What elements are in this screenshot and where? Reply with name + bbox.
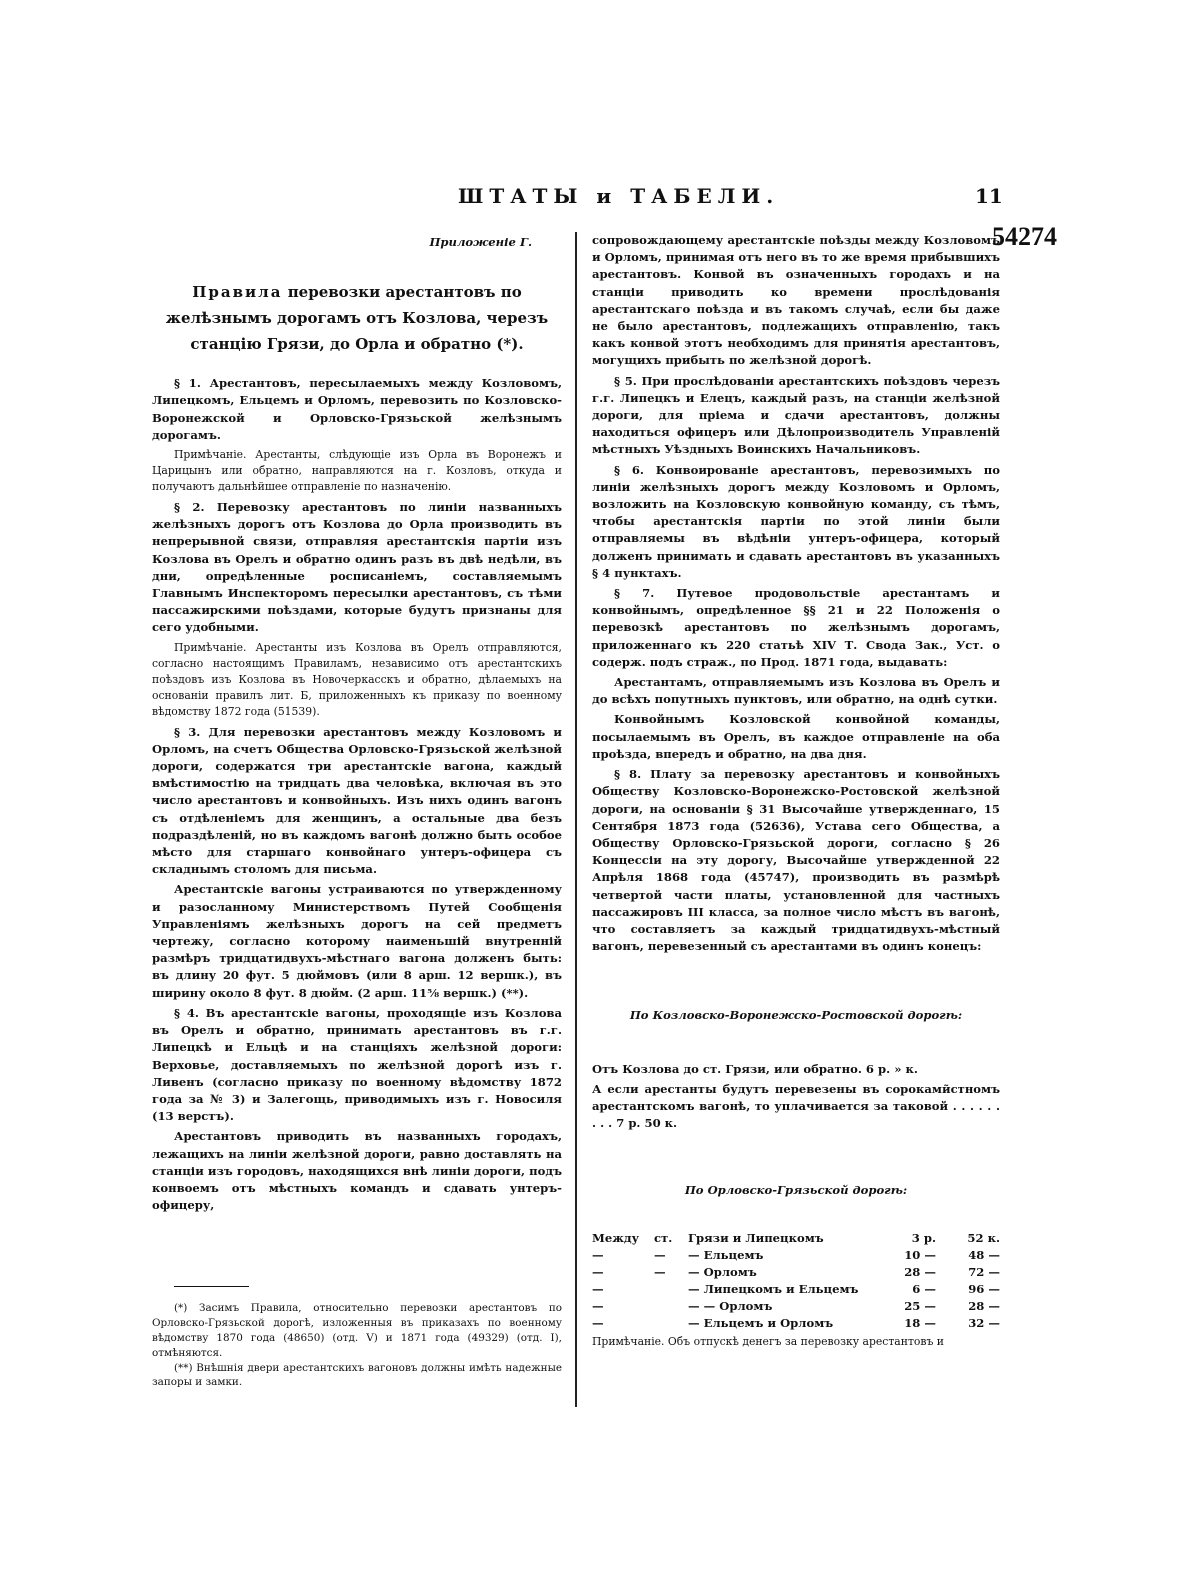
paragraph-3: § 3. Для перевозки арестантовъ между Козловомъ и Орломъ, на счетъ Общества Орловско-Грязьской желѣзной дороги, содержатся три арестантскіе вагона, каждый вмѣстимостію на тридцать два человѣка, включая въ это число арестантовъ и конвойныхъ. Изъ нихъ одинъ вагонъ съ отдѣленіемъ для женщинъ, а остальные два безъ подраздѣленій, но въ каждомъ вагонѣ должно быть особое мѣсто для старшаго конвойнаго унтеръ-офицера съ складнымъ столомъ для письма. <box>152 724 562 877</box>
fare-cell-from: — <box>592 1264 604 1279</box>
note-1: Примѣчаніе. Арестанты, слѣдующіе изъ Орла въ Воронежъ и Царицынъ или обратно, направляются на г. Козловъ, откуда и получаютъ дальнѣйшее отправленіе по назначенію. <box>152 448 562 494</box>
paragraph-1: § 1. Арестантовъ, пересылаемыхъ между Козловомъ, Липецкомъ, Ельцемъ и Орломъ, перевозить по Козловско-Воронежской и Орловско-Грязьской желѣзнымъ дорогамъ. <box>152 376 562 442</box>
fare-row <box>592 1298 1000 1315</box>
fare-cell-st: ст. <box>654 1230 673 1245</box>
fare-cell-from: — <box>592 1247 604 1262</box>
fare-cell-kop: 48 — <box>968 1247 1000 1262</box>
fare-cell-st <box>654 1298 688 1315</box>
paragraph-7b: Арестантамъ, отправляемымъ изъ Козлова въ Орелъ и до всѣхъ попутныхъ пунктовъ, или обратно, на однѣ сутки. <box>592 675 1000 707</box>
fare-cell-route: — Орломъ <box>688 1264 757 1279</box>
rules-title-lead: Правила <box>192 283 283 302</box>
fare-row <box>592 1264 1000 1281</box>
paragraph-4: § 4. Въ арестантскіе вагоны, проходящіе изъ Козлова въ Орелъ и обратно, принимать арестантовъ въ г.г. Липецкѣ и Ельцѣ и на станціяхъ желѣзной дороги: Верховье, доставляемыхъ по желѣзной дорогѣ изъ г. Ливенъ (согласно приказу по военному вѣдомству 1872 года за № 3) и Залегощь, приводимыхъ изъ г. Новосиля (13 верстъ). <box>152 1005 562 1124</box>
fare-cell-route: — — Орломъ <box>688 1298 773 1313</box>
fare-cell-kop: 52 к. <box>967 1230 1000 1245</box>
appendix-label: Приложеніе Г. <box>429 235 532 249</box>
route-title-orel: По Орловско-Грязьской дорогѣ: <box>684 1183 908 1198</box>
paragraph-6: § 6. Конвоированіе арестантовъ, перевозимыхъ по линіи желѣзныхъ дорогъ между Козловомъ и Орломъ, возложить на Козловскую конвойную команду, съ тѣмъ, чтобы арестантскія партіи по этой линіи были отправляемы въ вѣдѣніи унтеръ-офицера, который долженъ принимать и сдавать арестантовъ въ указанныхъ § 4 пунктахъ. <box>592 462 1000 580</box>
fare-cell-kop: 28 — <box>968 1298 1000 1313</box>
fare-row <box>592 1230 1000 1247</box>
document-number: 54274 <box>992 222 1057 251</box>
fare-cell-route: — Ельцемъ и Орломъ <box>688 1315 834 1330</box>
paragraph-7c: Конвойнымъ Козловской конвойной команды, посылаемымъ въ Орелъ, въ каждое отправленіе на оба проѣзда, впередъ и обратно, на два дня. <box>592 712 1000 761</box>
note-2: Примѣчаніе. Арестанты изъ Козлова въ Орелъ отправляются, согласно настоящимъ Правиламъ, независимо отъ арестантскихъ поѣздовъ изъ Козлова въ Новочеркасскъ и обратно, дѣлаемыхъ на основаніи правилъ лит. Б, приложенныхъ къ приказу по военному вѣдомству 1872 года (51539). <box>152 640 562 718</box>
fare-cell-from: — <box>592 1298 604 1313</box>
fare-cell-route: — Липецкомъ и Ельцемъ <box>688 1281 859 1296</box>
fare-cell-kop: 32 — <box>968 1315 1000 1330</box>
rules-title-rest: перевозки арестантовъ по желѣзнымъ дорогамъ отъ Козлова, черезъ станцію Грязи, до Орла и обратно (*). <box>165 283 549 354</box>
fare-cell-st <box>654 1281 688 1298</box>
paragraph-2: § 2. Перевозку арестантовъ по линіи названныхъ желѣзныхъ дорогъ отъ Козлова до Орла производить въ непрерывной связи, отправляя арестантскія партіи изъ Козлова въ Орелъ и обратно одинъ разъ въ двѣ недѣли, въ дни, опредѣленные росписаніемъ, составляемымъ Главнымъ Инспекторомъ пересылки арестантовъ, съ тѣми пассажирскими поѣздами, которые будутъ признаны для сего удобными. <box>152 500 562 635</box>
footnote-rule <box>174 1286 249 1287</box>
paragraph-7: § 7. Путевое продовольствіе арестантамъ и конвойнымъ, опредѣленное §§ 21 и 22 Положенія о перевозкѣ арестантовъ по желѣзнымъ дорогамъ, приложеннаго къ 220 статьѣ XIV Т. Свода Зак., Уст. о содерж. подъ страж., по Прод. 1871 года, выдавать: <box>592 586 1000 669</box>
running-head: ШТАТЫ и ТАБЕЛИ. <box>458 184 780 208</box>
fare-table <box>592 1230 1000 1332</box>
fare-cell-route: — Ельцемъ <box>688 1247 764 1262</box>
page-number: 11 <box>975 184 1003 208</box>
left-column <box>152 232 562 1390</box>
fare-row <box>592 1247 1000 1264</box>
fare-cell-rub: 28 — <box>904 1264 936 1279</box>
route-title-kozlov: По Козловско-Воронежско-Ростовской дорогѣ: <box>629 1008 963 1023</box>
fare-line-2: А если арестанты будутъ перевезены въ сороками̃стномъ арестантскомъ вагонѣ, то уплачивается за таковой . . . . . . . . . 7 р. 50 к. <box>592 1081 1000 1131</box>
paragraph-4b: Арестантовъ приводить въ названныхъ городахъ, лежащихъ на линіи желѣзной дороги, равно доставлять на станціи изъ городовъ, находящихся внѣ линіи дороги, подъ конвоемъ отъ мѣстныхъ командъ и сдавать унтеръ-офицеру, <box>152 1129 562 1213</box>
fare-cell-rub: 18 — <box>904 1315 936 1330</box>
paragraph-3b: Арестантскіе вагоны устраиваются по утвержденному и разосланному Министерствомъ Путей Сообщенія Управленіямъ желѣзныхъ дорогъ на сей предметъ чертежу, согласно которому наименьшій внутренній размѣръ тридцатидвухъ-мѣстнаго вагона долженъ быть: въ длину 20 фут. 5 дюймовъ (или 8 арш. 12 вершк.), въ ширину около 8 фут. 8 дюйм. (2 арш. 11⅝ вершк.) (**). <box>152 882 562 1000</box>
fare-row <box>592 1315 1000 1332</box>
fare-cell-rub: 6 — <box>912 1281 936 1296</box>
fare-row <box>592 1281 1000 1298</box>
fare-cell-st: — <box>654 1264 666 1279</box>
fare-cell-from: — <box>592 1281 604 1296</box>
footnote-1: (*) Засимъ Правила, относительно перевозки арестантовъ по Орловско-Грязьской дорогѣ, изложенныя въ приказахъ по военному вѣдомству 1870 года (48650) (отд. V) и 1871 года (49329) (отд. I), отмѣняются. <box>152 1302 562 1359</box>
fare-cell-rub: 10 — <box>904 1247 936 1262</box>
fare-cell-kop: 96 — <box>968 1281 1000 1296</box>
footnote-2: (**) Внѣшнія двери арестантскихъ вагоновъ должны имѣть надежные запоры и замки. <box>152 1361 562 1389</box>
fare-line-1: Отъ Козлова до ст. Грязи, или обратно. 6 р. » к. <box>592 1061 918 1076</box>
fare-cell-st: — <box>654 1247 666 1262</box>
fare-cell-kop: 72 — <box>968 1264 1000 1279</box>
paragraph-5: § 5. При прослѣдованіи арестантскихъ поѣздовъ черезъ г.г. Липецкъ и Елецъ, каждый разъ, на станціи желѣзной дороги, для пріема и сдачи арестантовъ, должны находиться офицеръ или Дѣлопроизводитель Управленій мѣстныхъ Уѣздныхъ Воинскихъ Начальниковъ. <box>592 373 1000 457</box>
right-column <box>592 232 1000 1354</box>
column-divider <box>575 232 577 1407</box>
fare-cell-from: — <box>592 1315 604 1330</box>
fare-cell-from: Между <box>592 1230 640 1245</box>
paragraph-4-cont: сопровождающему арестантскіе поѣзды между Козловомъ и Орломъ, принимая отъ него въ то же время прибывшихъ арестантовъ. Конвой въ означенныхъ городахъ и на станціи приводить ко времени прослѣдованія арестантскаго поѣзда и въ такомъ случаѣ, если бы даже не было арестантовъ, подлежащихъ отправленію, такъ какъ конвой этотъ необходимъ для принятія арестантовъ, могущихъ прибыть по желѣзной дорогѣ. <box>592 233 1000 368</box>
rules-title <box>152 279 562 357</box>
fare-cell-rub: 3 р. <box>911 1230 936 1245</box>
fare-cell-route: Грязи и Липецкомъ <box>688 1230 824 1245</box>
fare-cell-rub: 25 — <box>904 1298 936 1313</box>
final-note: Примѣчаніе. Объ отпускѣ денегъ за перевозку арестантовъ и <box>592 1334 944 1348</box>
paragraph-8: § 8. Плату за перевозку арестантовъ и конвойныхъ Обществу Козловско-Воронежско-Ростовской желѣзной дороги, на основаніи § 31 Высочайше утвержденнаго, 15 Сентября 1873 года (52636), Устава сего Общества, а Обществу Орловско-Грязьской дороги, согласно § 26 Концессіи на эту дорогу, Высочайше утвержденной 22 Апрѣля 1868 года (45747), производить въ размѣрѣ четвертой части платы, установленной для частныхъ пассажировъ III класса, за полное число мѣстъ въ вагонѣ, что составляетъ за каждый тридцатидвухъ-мѣстный вагонъ, перевезенный съ арестантами въ одинъ конецъ: <box>592 767 1000 954</box>
fare-cell-st <box>654 1315 688 1332</box>
